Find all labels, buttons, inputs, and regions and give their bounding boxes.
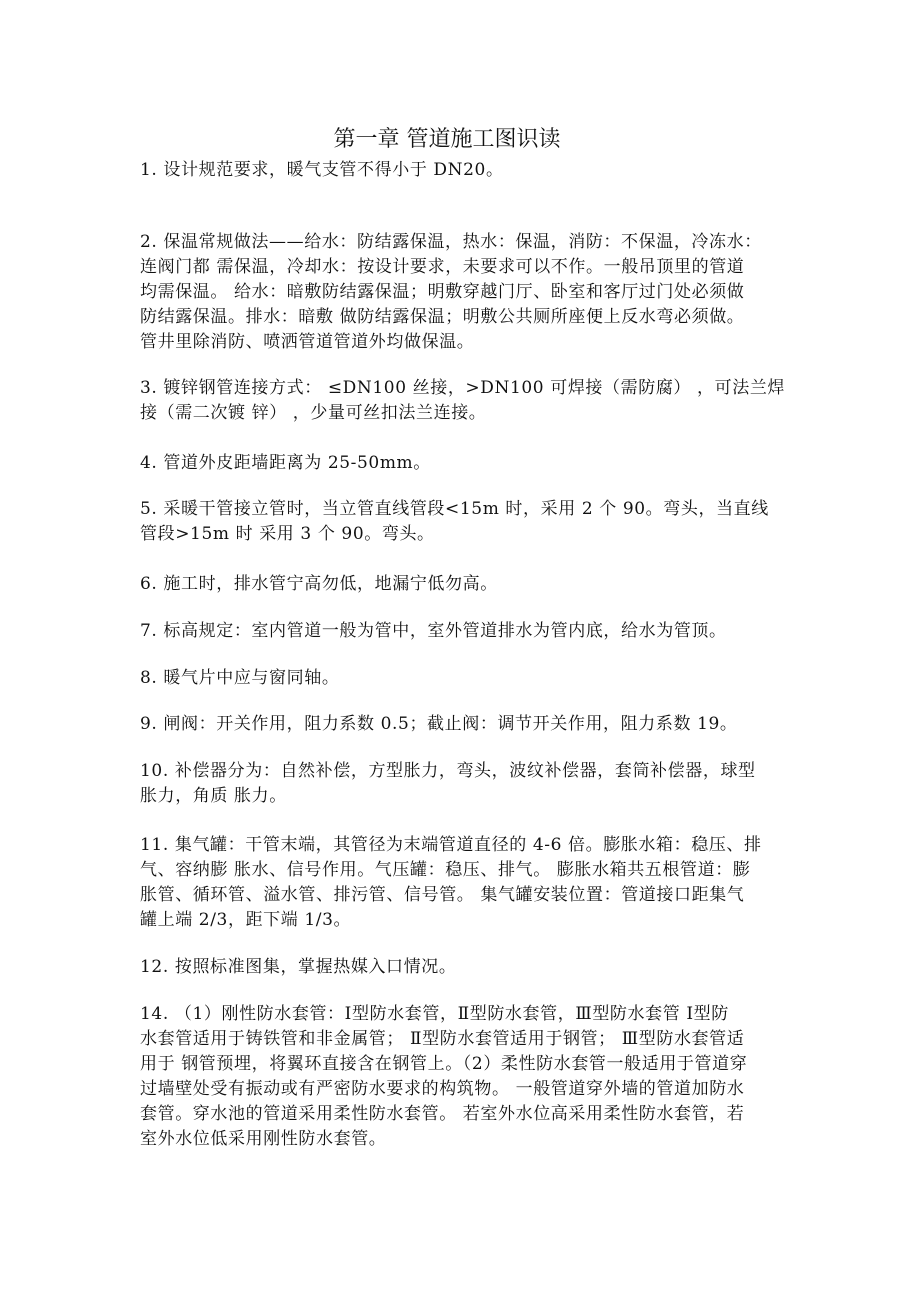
text-line: 连阀门都 需保温，冷却水：按设计要求，未要求可以不作。一般吊顶里的管道 xyxy=(140,257,745,277)
text-line: 罐上端 2/3，距下端 1/3。 xyxy=(140,910,352,930)
text-line: 4. 管道外皮距墙距离为 25-50mm。 xyxy=(140,453,431,473)
paragraph xyxy=(140,158,800,183)
text-line: 管井里除消防、喷洒管道管道外均做保温。 xyxy=(140,332,475,352)
paragraph xyxy=(140,833,800,933)
paragraph xyxy=(140,230,800,355)
paragraph xyxy=(140,759,800,809)
paragraph xyxy=(140,955,800,980)
paragraph xyxy=(140,712,800,737)
paragraph xyxy=(140,666,800,691)
paragraph xyxy=(140,497,800,547)
text-line: 1. 设计规范要求，暖气支管不得小于 DN20。 xyxy=(140,160,504,180)
text-line: 防结露保温。排水：暗敷 做防结露保温；明敷公共厕所座便上反水弯必须做。 xyxy=(140,307,745,327)
paragraph xyxy=(140,1002,800,1152)
paragraph xyxy=(140,451,800,476)
page-title: 第一章 管道施工图识读 xyxy=(333,127,561,152)
text-line: 管段>15m 时 采用 3 个 90。弯头。 xyxy=(140,524,435,544)
text-line: 过墙壁处受有振动或有严密防水要求的构筑物。 一般管道穿外墙的管道加防水 xyxy=(140,1079,745,1099)
paragraph xyxy=(140,572,800,597)
text-line: 3. 镀锌钢管连接方式： ≤DN100 丝接，>DN100 可焊接（需防腐） ，可法兰焊 xyxy=(140,378,786,398)
text-line: 胀管、循环管、溢水管、排污管、信号管。 集气罐安装位置：管道接口距集气 xyxy=(140,885,745,905)
text-line: 12. 按照标准图集，掌握热媒入口情况。 xyxy=(140,957,457,977)
text-line: 气、容纳膨 胀水、信号作用。气压罐：稳压、排气。 膨胀水箱共五根管道：膨 xyxy=(140,860,751,880)
text-line: 14. （1）刚性防水套管：Ⅰ型防水套管，Ⅱ型防水套管，Ⅲ型防水套管 Ⅰ型防 xyxy=(140,1004,729,1024)
text-line: 均需保温。 给水：暗敷防结露保温；明敷穿越门厅、卧室和客厅过门处必须做 xyxy=(140,282,745,302)
text-line: 10. 补偿器分为：自然补偿，方型胀力，弯头，波纹补偿器，套筒补偿器，球型 xyxy=(140,761,756,781)
text-line: 7. 标高规定：室内管道一般为管中，室外管道排水为管内底，给水为管顶。 xyxy=(140,621,727,641)
text-line: 胀力，角质 胀力。 xyxy=(140,786,287,806)
text-line: 9. 闸阀：开关作用，阻力系数 0.5；截止阀：调节开关作用，阻力系数 19。 xyxy=(140,714,738,734)
text-line: 接（需二次镀 锌） ，少量可丝扣法兰连接。 xyxy=(140,403,487,423)
text-line: 室外水位低采用刚性防水套管。 xyxy=(140,1129,387,1149)
text-line: 水套管适用于铸铁管和非金属管； Ⅱ型防水套管适用于钢管； Ⅲ型防水套管适 xyxy=(140,1029,745,1049)
text-line: 5. 采暖干管接立管时，当立管直线管段<15m 时，采用 2 个 90。弯头，当直线 xyxy=(140,499,769,519)
text-line: 6. 施工时，排水管宁高勿低，地漏宁低勿高。 xyxy=(140,574,498,594)
text-line: 用于 钢管预埋，将翼环直接含在钢管上。（2）柔性防水套管一般适用于管道穿 xyxy=(140,1054,748,1074)
paragraph xyxy=(140,619,800,644)
text-line: 2. 保温常规做法——给水：防结露保温，热水：保温，消防：不保温，冷冻水： xyxy=(140,232,762,252)
text-line: 11. 集气罐：干管末端，其管径为末端管道直径的 4-6 倍。膨胀水箱：稳压、排 xyxy=(140,835,762,855)
paragraph xyxy=(140,376,800,426)
text-line: 8. 暖气片中应与窗同轴。 xyxy=(140,668,340,688)
text-line: 套管。穿水池的管道采用柔性防水套管。 若室外水位高采用柔性防水套管，若 xyxy=(140,1104,745,1124)
